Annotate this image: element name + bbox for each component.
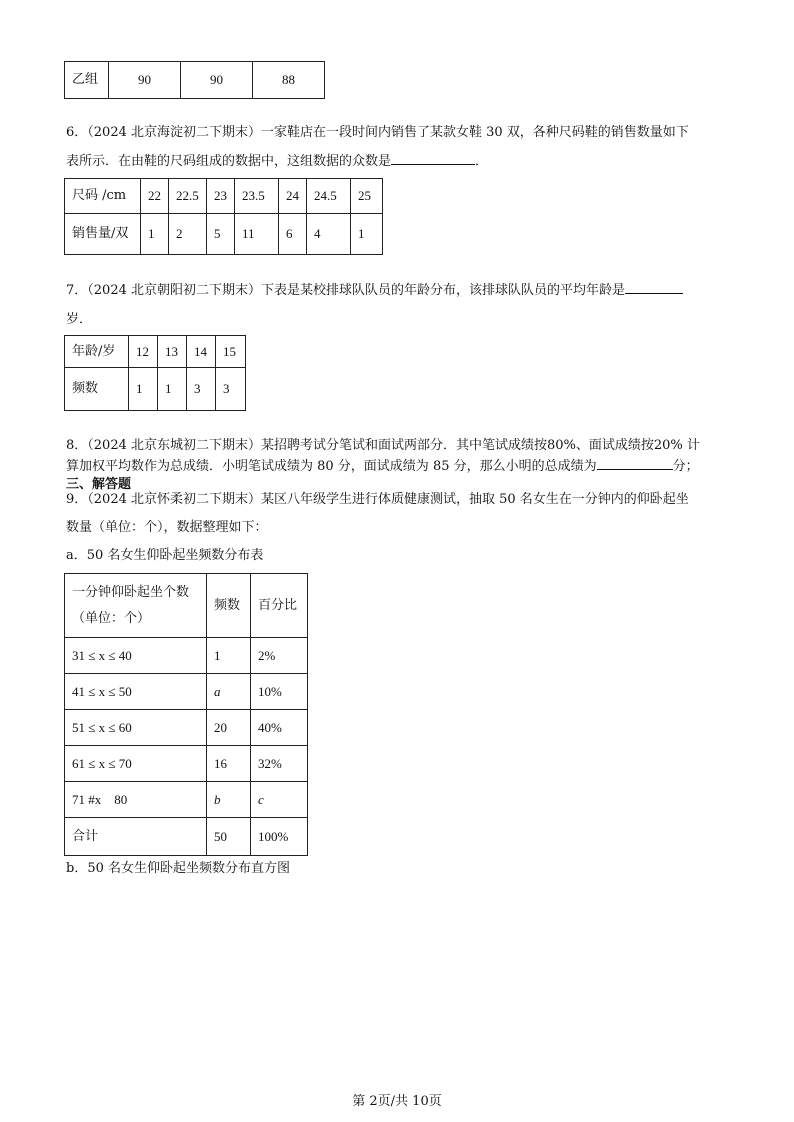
situp-header-range (65, 574, 207, 638)
frequency-cell: 3 (187, 368, 216, 411)
situp-percent: 32% (251, 746, 308, 782)
question-9-line1: 9．（2024 北京怀柔初二下期末）某区八年级学生进行体质健康测试，抽取 50 名女生在一分钟内的仰卧起坐 (66, 492, 689, 507)
situp-range: 61 ≤ x ≤ 70 (65, 746, 207, 782)
question-8 (66, 436, 726, 477)
age-cell: 12 (129, 336, 158, 368)
shoe-sales-cell: 6 (279, 214, 307, 255)
question-6-line2 (66, 147, 726, 176)
frequency-cell: 3 (216, 368, 246, 411)
group-yi-score: 90 (181, 62, 253, 99)
situp-frequency: 50 (207, 818, 251, 856)
situp-header-range-line2: （单位：个） (72, 610, 151, 626)
shoe-size-header: 尺码 /cm (65, 179, 141, 214)
age-table (64, 335, 246, 411)
group-yi-score: 90 (109, 62, 181, 99)
shoe-size-cell: 22 (141, 179, 169, 214)
shoe-sales-header: 销售量/双 (65, 214, 141, 255)
situp-header-percent: 百分比 (251, 574, 308, 638)
situp-frequency: 16 (207, 746, 251, 782)
shoe-size-cell: 23.5 (235, 179, 279, 214)
situp-frequency: 20 (207, 710, 251, 746)
shoe-size-cell: 24.5 (307, 179, 351, 214)
frequency-cell: 1 (129, 368, 158, 411)
situp-frequency: b (207, 782, 251, 818)
section-title: 三、解答题 (66, 477, 132, 492)
group-yi-label: 乙组 (65, 62, 109, 99)
question-9-sub-a: a．50 名女生仰卧起坐频数分布表 (66, 548, 264, 563)
question-9-line2: 数量（单位：个），数据整理如下： (66, 520, 268, 535)
situp-range: 71 #x 80 (65, 782, 207, 818)
shoe-sales-cell: 11 (235, 214, 279, 255)
shoe-size-cell: 23 (207, 179, 235, 214)
answer-blank (625, 280, 683, 294)
situp-percent: 40% (251, 710, 308, 746)
situp-frequency: 1 (207, 638, 251, 674)
shoe-sales-cell: 5 (207, 214, 235, 255)
age-cell: 15 (216, 336, 246, 368)
situp-percent: 100% (251, 818, 308, 856)
frequency-cell: 1 (158, 368, 187, 411)
situp-range: 41 ≤ x ≤ 50 (65, 674, 207, 710)
question-8-line1: 8．（2024 北京东城初二下期末）某招聘考试分笔试和面试两部分．其中笔试成绩按80%、面试成绩按20% 计 (66, 438, 700, 453)
shoe-size-cell: 22.5 (169, 179, 207, 214)
shoe-sales-cell: 4 (307, 214, 351, 255)
age-cell: 14 (187, 336, 216, 368)
question-9 (66, 486, 726, 570)
question-8-line2-end: 分； (672, 459, 699, 474)
situp-percent: c (251, 782, 308, 818)
situp-range: 51 ≤ x ≤ 60 (65, 710, 207, 746)
page-number: 第 2页/共 10页 (352, 1094, 442, 1109)
question-7-line2: 岁． (66, 312, 93, 327)
question-9-sub-b: b．50 名女生仰卧起坐频数分布直方图 (66, 861, 290, 876)
situp-total-label: 合计 (65, 818, 207, 856)
question-7-line1-text: 7．（2024 北京朝阳初二下期末）下表是某校排球队队员的年龄分布，该排球队队员的平均年龄是 (66, 283, 625, 298)
shoe-sales-cell: 1 (141, 214, 169, 255)
question-6-line1: 6．（2024 北京海淀初二下期末）一家鞋店在一段时间内销售了某款女鞋 30 双，各种尺码鞋的销售数量如下 (66, 125, 689, 140)
group-yi-score: 88 (253, 62, 325, 99)
age-header: 年龄/岁 (65, 336, 129, 368)
group-yi-table (64, 61, 325, 99)
situp-percent: 10% (251, 674, 308, 710)
situp-range: 31 ≤ x ≤ 40 (65, 638, 207, 674)
question-6-line2-text: 表所示．在由鞋的尺码组成的数据中，这组数据的众数是 (66, 154, 392, 169)
question-8-line2 (66, 456, 726, 477)
question-6 (66, 118, 726, 176)
situp-frequency-table (64, 573, 308, 856)
answer-blank (597, 456, 673, 470)
situp-frequency: a (207, 674, 251, 710)
frequency-header: 频数 (65, 368, 129, 411)
age-cell: 13 (158, 336, 187, 368)
situp-header-frequency: 频数 (207, 574, 251, 638)
shoe-sales-cell: 2 (169, 214, 207, 255)
question-7-line1 (66, 276, 726, 305)
question-6-line2-end: ． (475, 154, 489, 169)
shoe-size-cell: 24 (279, 179, 307, 214)
question-7 (66, 276, 726, 334)
shoe-sales-cell: 1 (351, 214, 383, 255)
answer-blank (391, 151, 475, 165)
shoe-size-table (64, 178, 383, 255)
situp-percent: 2% (251, 638, 308, 674)
question-8-line2-text: 算加权平均数作为总成绩．小明笔试成绩为 80 分，面试成绩为 85 分，那么小明的总成绩为 (66, 459, 597, 474)
shoe-size-cell: 25 (351, 179, 383, 214)
situp-header-range-line1: 一分钟仰卧起坐个数 (72, 584, 190, 600)
